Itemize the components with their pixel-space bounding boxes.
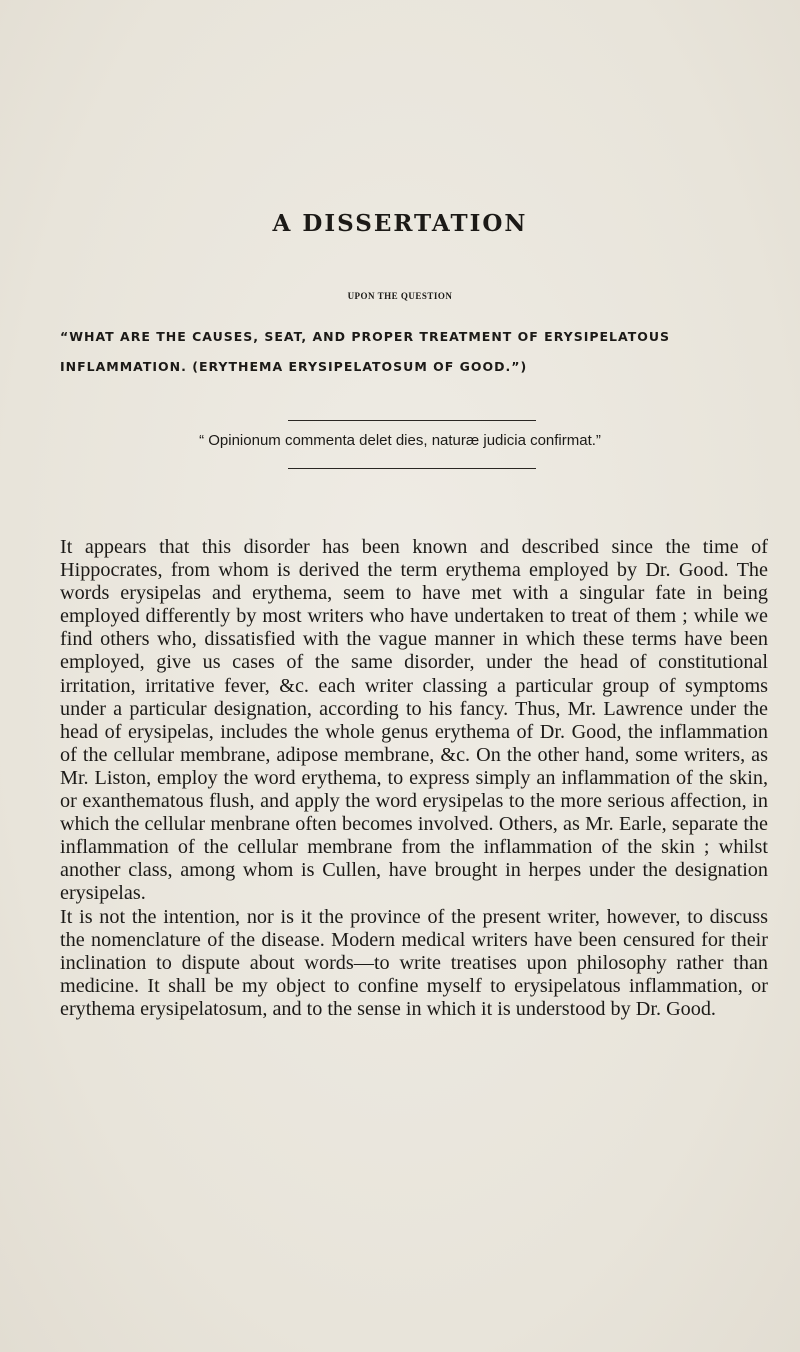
document-title: A DISSERTATION bbox=[272, 210, 528, 237]
paragraph-1: It appears that this disorder has been known and described since the time of Hippocrates, from whom is derived the term erythema employed by Dr. Good. The words erysipelas and erythema, seem to have met with a singular fate in being employed differently by most writers who have undertaken to treat of them ; while we find others who, dissatisfied with the vague manner in which these terms have been employed, give us cases of the same disorder, under the head of constitutional irritation, irritative fever, &c. each writer classing a particular group of symptoms under a particular designation, according to his fancy. Thus, Mr. Lawrence under the head of erysipelas, includes the whole genus erythema of Dr. Good, the inflammation of the cellular membrane, adipose membrane, &c. On the other hand, some writers, as Mr. Liston, employ the word erythema, to express simply an inflammation of the skin, or exanthematous flush, and apply the word erysipelas to the more serious affection, in which the cellular menbrane often becomes involved. Others, as Mr. Earle, separate the inflammation of the cellular membrane from the inflammation of the skin ; whilst another class, among whom is Cullen, have brought in herpes under the designation erysipelas. bbox=[60, 536, 768, 905]
dissertation-question: “WHAT ARE THE CAUSES, SEAT, AND PROPER TREATMENT OF ERYSIPELATOUS INFLAMMATION. (ERYTHEMA ERYSIPELATOSUM OF GOOD.”) bbox=[60, 329, 671, 374]
paragraph-2: It is not the intention, nor is it the province of the present writer, however, to discuss the nomenclature of the disease. Modern medical writers have been censured for their inclination to dispute about words—to write treatises upon philosophy rather than medicine. It shall be my object to confine myself to erysipelatous inflammation, or erythema erysipelatosum, and to the sense in which it is understood by Dr. Good. bbox=[60, 905, 768, 1020]
document-subtitle: UPON THE QUESTION bbox=[347, 291, 453, 301]
body-text bbox=[60, 536, 768, 1021]
epigraph-rule-bottom bbox=[288, 468, 536, 469]
epigraph: “ Opinionum commenta delet dies, naturæ judicia confirmat.” bbox=[199, 432, 601, 449]
epigraph-rule-top bbox=[288, 420, 536, 421]
